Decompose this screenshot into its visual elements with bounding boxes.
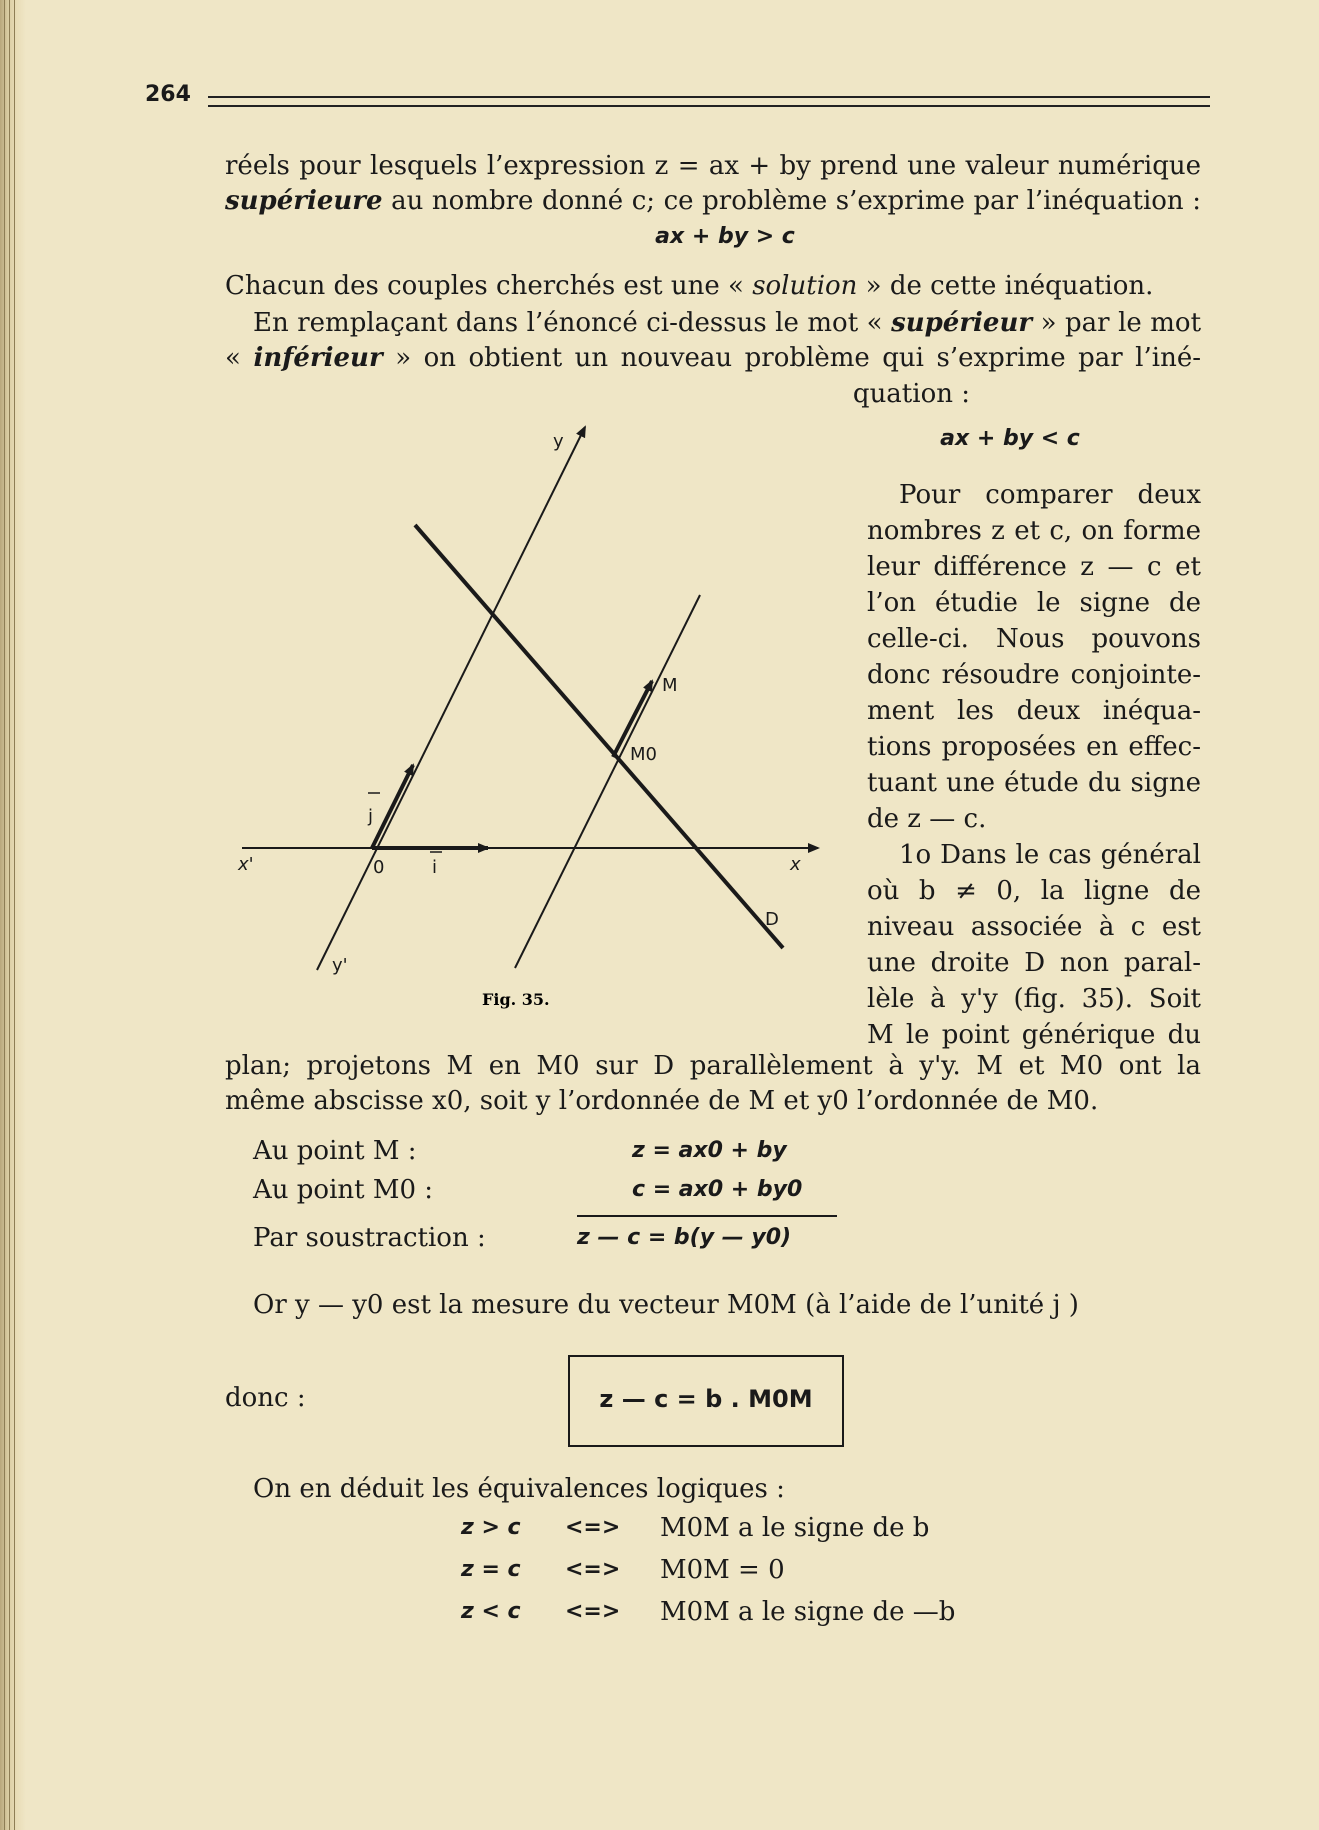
line-through-M (515, 595, 700, 968)
intro-line-5a: « (225, 343, 241, 373)
intro-word-superieur: supérieur (891, 308, 1033, 338)
side-line: 1o Dans le cas général (899, 840, 1201, 870)
side-line: une droite D non paral- (867, 948, 1201, 978)
side-line: tuant une étude du signe (867, 768, 1201, 798)
body-after-line-1: plan; projetons M en M0 sur D parallèlement à y'y. M et M0 ont la (225, 1051, 1201, 1081)
unit-vector-j (372, 765, 413, 848)
side-line: celle-ci. Nous pouvons (867, 624, 1201, 654)
intro-line-5c: » on obtient un nouveau problème qui s’exprime par l’iné- (395, 343, 1201, 373)
figure-35 (220, 415, 840, 1015)
intro-line-5 (225, 340, 1201, 376)
eq-row-2: c = ax0 + by0 (632, 1177, 803, 1202)
equiv-right: M0M a le signe de b (660, 1513, 930, 1543)
label-origin: 0 (373, 857, 385, 878)
label-M0: M0 (630, 744, 657, 765)
eq-row-2-label: Au point M0 : (253, 1175, 434, 1205)
intro-line-3c: » de cette inéquation. (865, 271, 1154, 301)
intro-line-2-text: au nombre donné c; ce problème s’exprime par l’inéquation : (391, 186, 1202, 216)
inequation-less: ax + by < c (940, 426, 1080, 451)
label-x: x (790, 854, 801, 875)
equiv-arrow: <=> (565, 1599, 621, 1624)
eq-row-1-label: Au point M : (253, 1136, 417, 1166)
spine-line (4, 0, 5, 1830)
equiv-right: M0M = 0 (660, 1555, 785, 1585)
side-line: tions proposées en effec- (867, 732, 1201, 762)
intro-line-1 (225, 148, 1201, 184)
boxed-result (568, 1355, 844, 1447)
eq-row-1: z = ax0 + by (632, 1138, 787, 1163)
intro-line-6: quation : (852, 379, 970, 409)
intro-line-1-text: réels pour lesquels l’expression z = ax + by prend une valeur numérique (225, 151, 1201, 181)
equiv-right: M0M a le signe de —b (660, 1597, 956, 1627)
side-line: nombres z et c, on forme (867, 516, 1201, 546)
side-line: lèle à y'y (fig. 35). Soit (867, 984, 1201, 1014)
side-line: leur différence z — c et (867, 552, 1201, 582)
intro-line-3 (225, 268, 1153, 304)
label-D: D (765, 909, 779, 930)
side-line: M le point générique du (867, 1020, 1201, 1050)
intro-line-2 (225, 183, 1201, 219)
inequation-greater: ax + by > c (655, 224, 795, 249)
equivalences-intro: On en déduit les équivalences logiques : (253, 1474, 785, 1504)
body-after-line-2: même abscisse x0, soit y l’ordonnée de M et y0 l’ordonnée de M0. (225, 1086, 1099, 1116)
y-axis (317, 427, 585, 970)
intro-line-4c: » par le mot (1040, 308, 1202, 338)
page-number: 264 (145, 82, 191, 107)
side-line: donc résoudre conjointe- (867, 660, 1201, 690)
eq-row-3-label: Par soustraction : (253, 1223, 486, 1253)
label-j: j (368, 806, 374, 827)
label-M: M (662, 675, 678, 696)
label-y: y (553, 431, 564, 452)
subtraction-rule (577, 1215, 837, 1217)
equiv-arrow: <=> (565, 1557, 621, 1582)
label-i: i (432, 857, 438, 878)
equiv-left: z > c (461, 1515, 521, 1540)
side-line: Pour comparer deux (899, 480, 1201, 510)
label-y-prime: y' (332, 955, 348, 976)
eq-row-3: z — c = b(y — y0) (577, 1225, 792, 1250)
figure-caption: Fig. 35. (482, 990, 550, 1009)
intro-word-inferieur: inférieur (253, 343, 383, 373)
side-text-column (867, 477, 1201, 1053)
intro-word-superieure: supérieure (225, 186, 383, 216)
header-rule (208, 96, 1210, 107)
side-line: l’on étudie le signe de (867, 588, 1201, 618)
side-line: niveau associée à c est (867, 912, 1201, 942)
label-x-prime: x' (238, 854, 254, 875)
side-line: où b ≠ 0, la ligne de (867, 876, 1201, 906)
spine-line (14, 0, 15, 1830)
equiv-left: z < c (461, 1599, 521, 1624)
spine-line (9, 0, 10, 1830)
boxed-equation: z — c = b . M0M (599, 1385, 813, 1413)
side-line: ment les deux inéqua- (867, 696, 1201, 726)
intro-line-4a: En remplaçant dans l’énoncé ci-dessus le mot « (253, 308, 883, 338)
intro-line-3a: Chacun des couples cherchés est une « (225, 271, 744, 301)
intro-word-solution: solution (752, 271, 858, 301)
vector-measure-line: Or y — y0 est la mesure du vecteur M0M (à l’aide de l’unité j ) (253, 1290, 1079, 1320)
donc-label: donc : (225, 1383, 306, 1413)
equiv-arrow: <=> (565, 1515, 621, 1540)
equiv-left: z = c (461, 1557, 521, 1582)
intro-line-4 (253, 305, 1201, 341)
side-line: de z — c. (867, 804, 987, 834)
line-D (415, 525, 783, 948)
